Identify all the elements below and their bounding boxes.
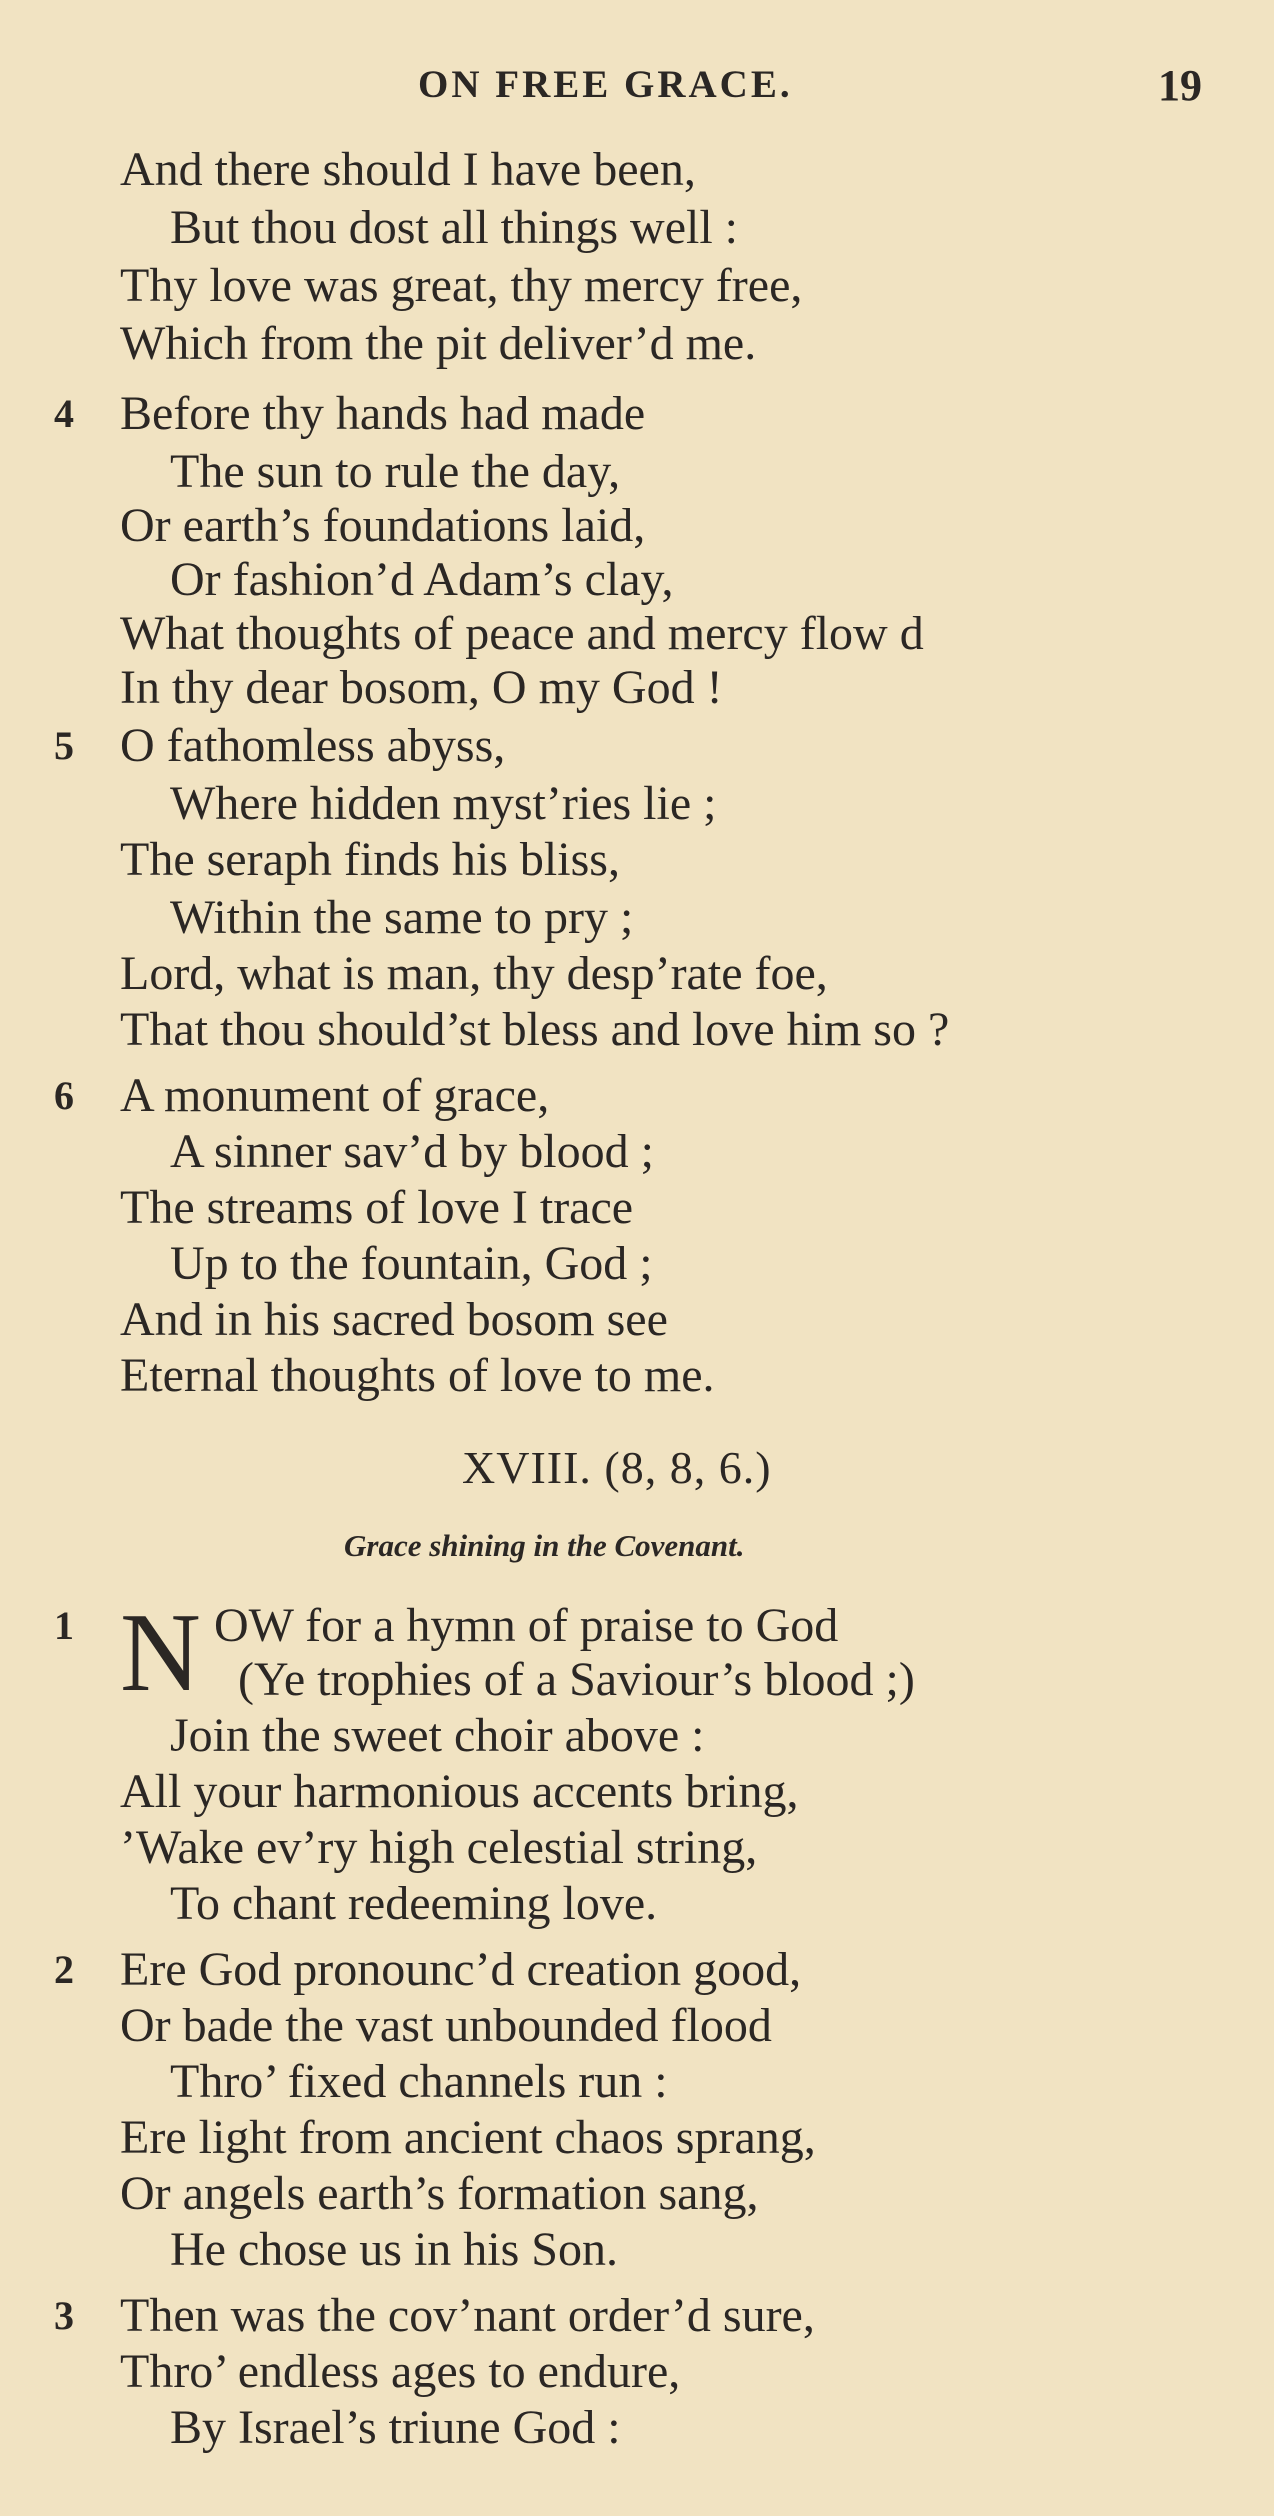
verse-line: A sinner sav’d by blood ;	[170, 1125, 654, 1178]
verse-line: (Ye trophies of a Saviour’s blood ;)	[238, 1653, 915, 1706]
verse-line: Thro’ fixed channels run :	[170, 2055, 668, 2108]
verse-line: OW for a hymn of praise to God	[214, 1599, 839, 1652]
verse-line: Which from the pit deliver’d me.	[120, 317, 757, 370]
verse-line: Within the same to pry ;	[170, 891, 634, 944]
verse-line: Ere light from ancient chaos sprang,	[120, 2111, 816, 2164]
verse-line: And in his sacred bosom see	[120, 1293, 668, 1346]
verse-number: 1	[54, 1603, 74, 1648]
page-number: 19	[1158, 61, 1202, 110]
running-head: ON FREE GRACE.	[418, 63, 793, 106]
verse-number: 3	[54, 2293, 74, 2338]
verse-line: Then was the cov’nant order’d sure,	[120, 2289, 815, 2342]
verse-line: In thy dear bosom, O my God !	[120, 661, 723, 714]
verse-line: Or fashion’d Adam’s clay,	[170, 553, 674, 606]
verse-number: 4	[54, 391, 74, 436]
verse-line: Ere God pronounc’d creation good,	[120, 1943, 802, 1996]
drop-cap: N	[120, 1591, 201, 1715]
verse-line: Thy love was great, thy mercy free,	[120, 259, 803, 312]
verse-line: That thou should’st bless and love him so ?	[120, 1003, 950, 1056]
verse-line: He chose us in his Son.	[170, 2223, 618, 2276]
verse-line: O fathomless abyss,	[120, 719, 506, 772]
page-header	[0, 62, 1274, 122]
verse-line: A monument of grace,	[120, 1069, 550, 1122]
verse-line: But thou dost all things well :	[170, 201, 739, 254]
verse-line: What thoughts of peace and mercy flow d	[120, 607, 924, 660]
verse-line: Before thy hands had made	[120, 387, 646, 440]
verse-line: Lord, what is man, thy desp’rate foe,	[120, 947, 828, 1000]
hymn-subtitle: Grace shining in the Covenant.	[344, 1528, 745, 1563]
verse-line: Eternal thoughts of love to me.	[120, 1349, 715, 1402]
verse-line: Or bade the vast unbounded flood	[120, 1999, 772, 2052]
verse-line: Join the sweet choir above :	[170, 1709, 705, 1762]
verse-line: By Israel’s triune God :	[170, 2401, 621, 2454]
verse-line: The seraph finds his bliss,	[120, 833, 620, 886]
verse-line: Where hidden myst’ries lie ;	[170, 777, 717, 830]
verse-line: And there should I have been,	[120, 143, 696, 196]
verse-line: ’Wake ev’ry high celestial string,	[120, 1821, 758, 1874]
verse-number: 2	[54, 1947, 74, 1992]
verse-line: The streams of love I trace	[120, 1181, 634, 1234]
verse-number: 5	[54, 723, 74, 768]
verse-line: Thro’ endless ages to endure,	[120, 2345, 681, 2398]
verse-line: Up to the fountain, God ;	[170, 1237, 653, 1290]
hymn-title: XVIII. (8, 8, 6.)	[462, 1442, 772, 1493]
verse-line: Or angels earth’s formation sang,	[120, 2167, 759, 2220]
verse-line: The sun to rule the day,	[170, 445, 621, 498]
verse-line: To chant redeeming love.	[170, 1877, 658, 1930]
verse-number: 6	[54, 1073, 74, 1118]
verse-line: All your harmonious accents bring,	[120, 1765, 799, 1818]
verse-line: Or earth’s foundations laid,	[120, 499, 646, 552]
